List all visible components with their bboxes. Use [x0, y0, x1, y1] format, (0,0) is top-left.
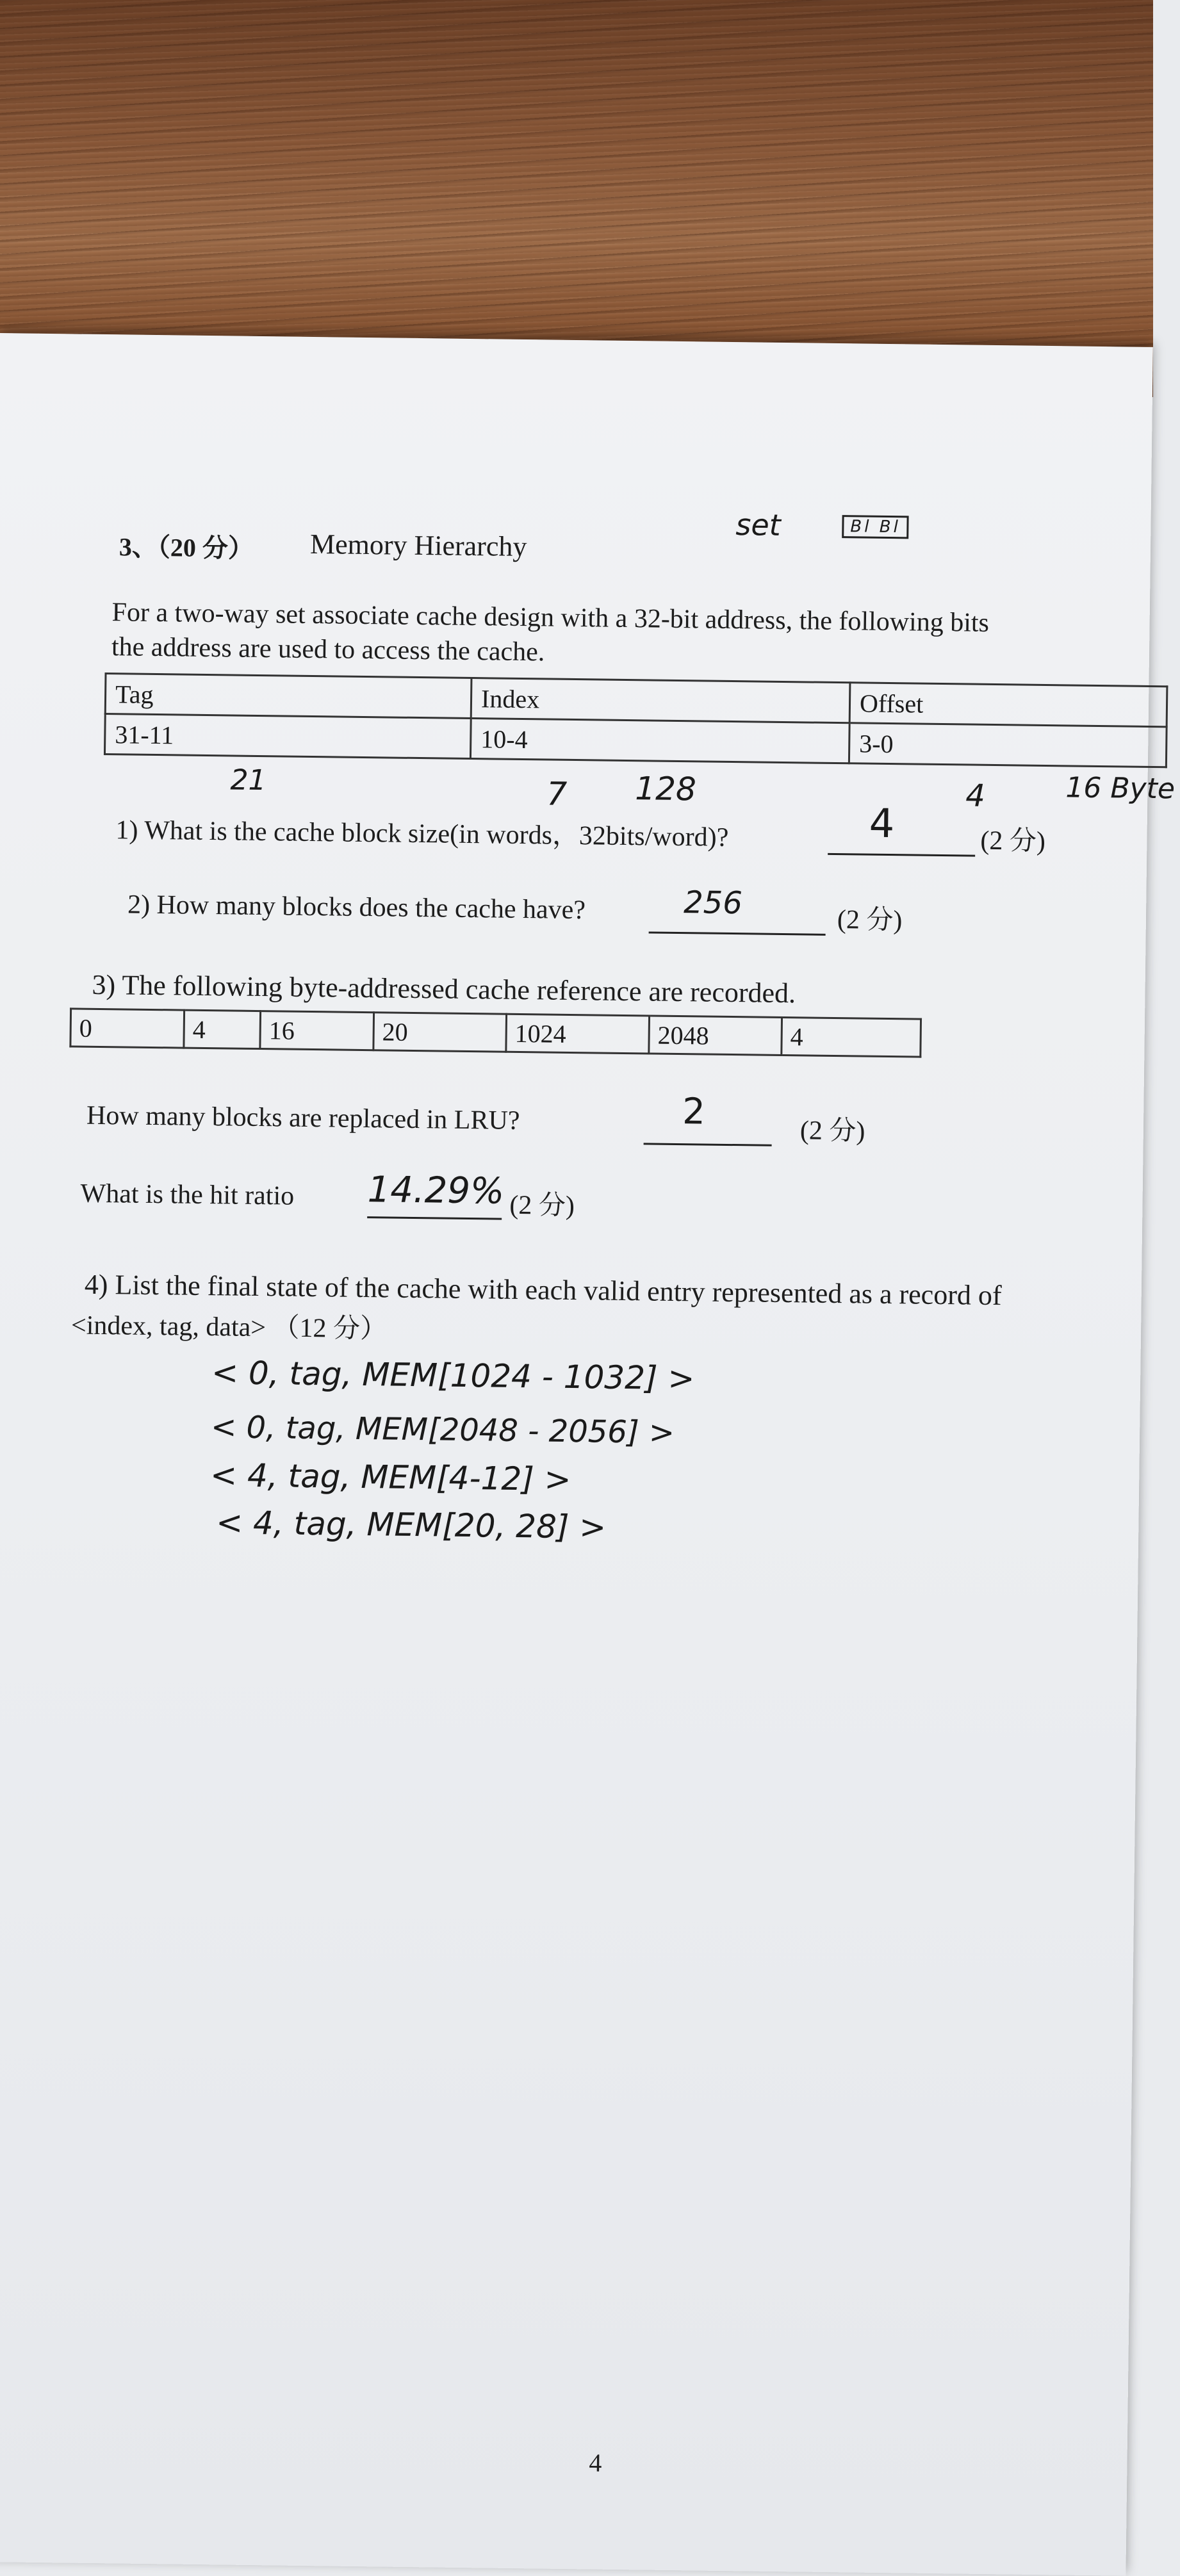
hit-ratio-question-text: What is the hit ratio [80, 1178, 295, 1211]
question-3-text: 3) The following byte-addressed cache reference are recorded. [92, 968, 796, 1009]
replaced-question-text: How many blocks are replaced in LRU? [86, 1100, 520, 1136]
exam-paper-sheet [0, 333, 1176, 2576]
question-2-score: (2 分) [837, 905, 903, 936]
note-tag-bits: 21 [230, 763, 266, 797]
note-sets: 128 [635, 770, 697, 808]
cache-entry-1: < 0, tag, MEM[1024 - 1032] > [211, 1354, 695, 1398]
range-index: 10-4 [470, 719, 849, 763]
header-tag: Tag [105, 674, 471, 719]
range-offset: 3-0 [849, 723, 1167, 767]
question-title: Memory Hierarchy [309, 528, 527, 563]
cache-entry-4: < 4, tag, MEM[20, 28] > [215, 1504, 607, 1546]
range-tag: 31-11 [104, 714, 471, 759]
question-1-text: 1) What is the cache block size(in words，32bits/word)? [115, 815, 729, 852]
reference-cell: 2048 [649, 1016, 782, 1056]
note-offset-bits: 4 [965, 778, 986, 814]
hit-ratio-score: (2 分) [509, 1190, 575, 1221]
reference-cell: 20 [373, 1013, 507, 1052]
intro-line-2: the address are used to access the cache. [111, 632, 545, 667]
note-block-bytes: 16 Byte [1065, 771, 1176, 806]
intro-line-1: For a two-way set associate cache design with a 32-bit address, the following bits [111, 598, 990, 638]
question-2-answer: 256 [683, 884, 743, 922]
reference-cell: 16 [260, 1011, 374, 1050]
question-4-line-2: <index, tag, data> （12 分） [70, 1310, 388, 1344]
note-index-bits: 7 [546, 775, 568, 813]
cache-entry-3: < 4, tag, MEM[4-12] > [209, 1456, 571, 1499]
question-2-blank [649, 925, 826, 938]
question-2-text: 2) How many blocks does the cache have? [127, 890, 586, 925]
reference-cell: 4 [782, 1017, 921, 1057]
cache-entry-2: < 0, tag, MEM[2048 - 2056] > [210, 1409, 675, 1451]
question-number: 3、（20 分） [119, 532, 254, 563]
hit-ratio-answer: 14.29% [367, 1169, 505, 1212]
replaced-question-score: (2 分) [799, 1116, 865, 1146]
header-index: Index [471, 678, 850, 723]
table-row [70, 1009, 921, 1057]
replaced-question-answer: 2 [682, 1091, 706, 1133]
page-number: 4 [589, 2448, 602, 2477]
question-1-score: (2 分) [980, 826, 1046, 856]
question-1-answer: 4 [869, 799, 895, 847]
header-offset: Offset [849, 683, 1167, 727]
reference-sequence-table [69, 1007, 922, 1057]
reference-cell: 4 [184, 1010, 261, 1048]
address-bits-table [104, 673, 1168, 768]
handwritten-boxed-note: Bl Bl [842, 515, 909, 539]
question-1-blank [828, 847, 975, 860]
handwritten-note-set: set [735, 507, 782, 542]
reference-cell: 1024 [506, 1014, 650, 1054]
replaced-question-blank [644, 1136, 772, 1149]
reference-cell: 0 [70, 1009, 184, 1048]
question-4-line-1: 4) List the final state of the cache with each valid entry represented as a record of [84, 1268, 1002, 1312]
